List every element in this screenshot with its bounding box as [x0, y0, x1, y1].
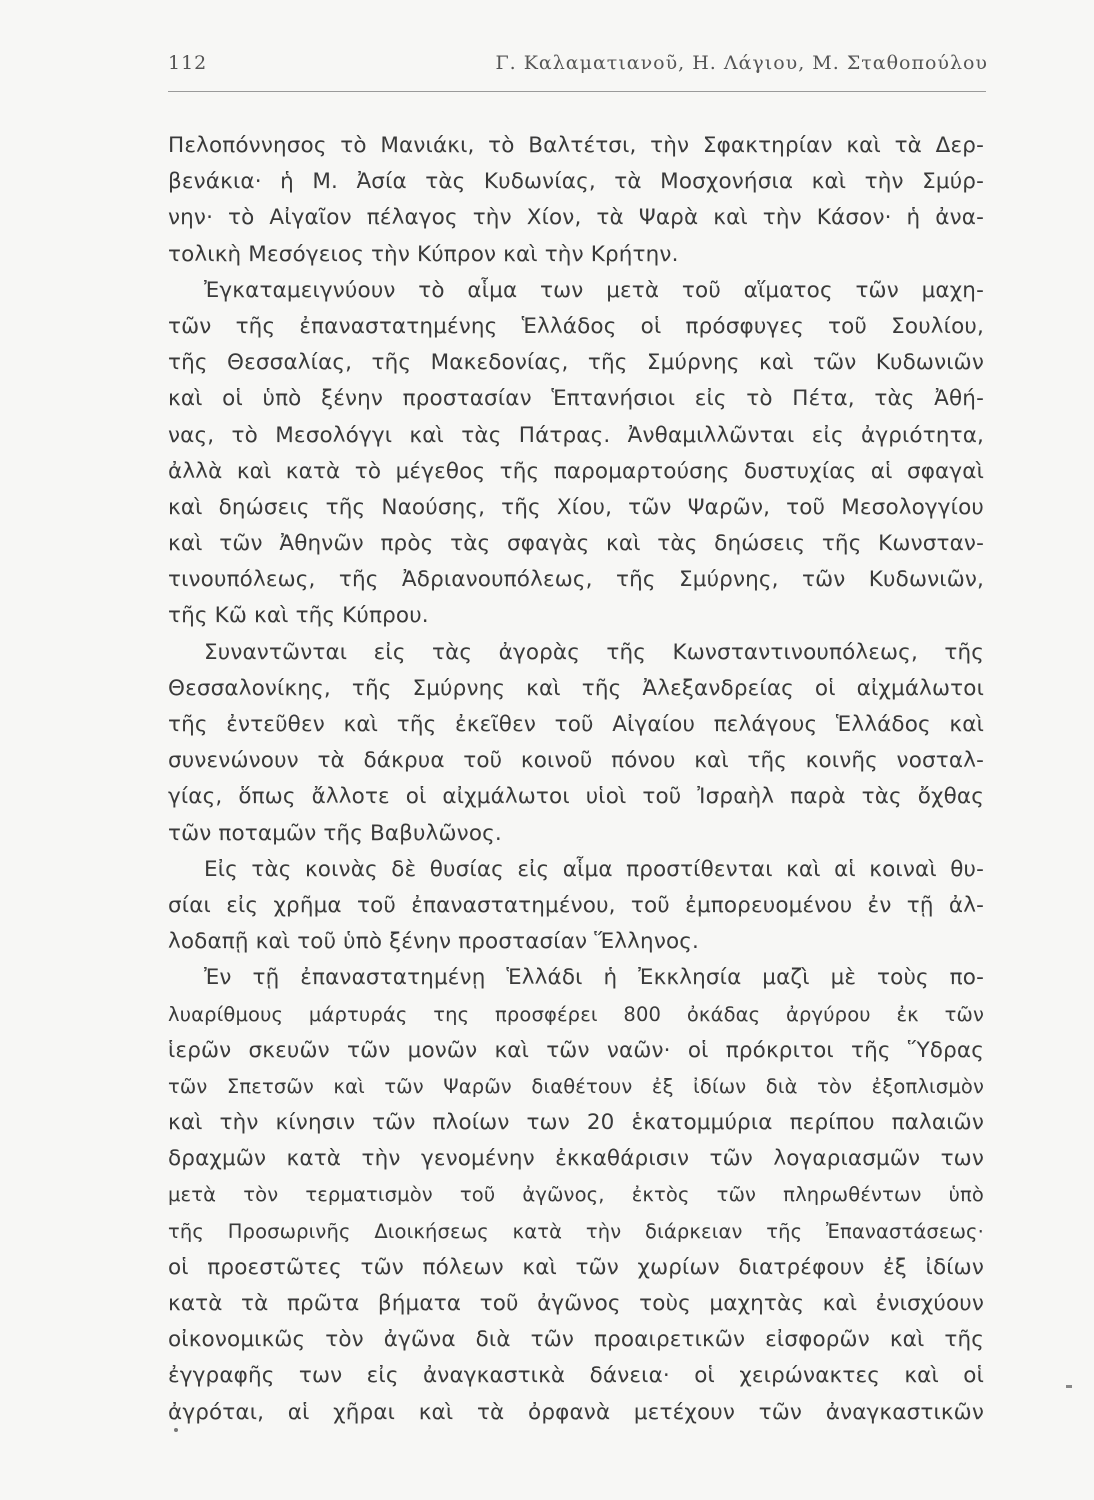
text-line: νας, τὸ Μεσολόγγι καὶ τὰς Πάτρας. Ἀνθαμιλλῶνται εἰς ἀγριότητα,: [168, 422, 984, 448]
text-line: ἀλλὰ καὶ κατὰ τὸ μέγεθος τῆς παρομαρτούσης δυστυχίας αἱ σφαγαὶ: [168, 458, 984, 484]
text-line: Πελοπόννησος τὸ Μανιάκι, τὸ Βαλτέτσι, τὴν Σφακτηρίαν καὶ τὰ Δερ-: [168, 133, 984, 158]
text-line: Συναντῶνται εἰς τὰς ἀγορὰς τῆς Κωνσταντινουπόλεως, τῆς: [204, 639, 984, 665]
page-number: 112: [168, 52, 208, 74]
text-line: τῆς ἐντεῦθεν καὶ τῆς ἐκεῖθεν τοῦ Αἰγαίου πελάγους Ἑλλάδος καὶ: [168, 712, 984, 737]
body-text: [168, 128, 984, 1431]
text-line: ἱερῶν σκευῶν τῶν μονῶν καὶ τῶν ναῶν· οἱ πρόκριτοι τῆς Ὕδρας: [168, 1037, 984, 1063]
text-line: συνενώνουν τὰ δάκρυα τοῦ κοινοῦ πόνου καὶ τῆς κοινῆς νοσταλ-: [168, 748, 984, 774]
text-line: δραχμῶν κατὰ τὴν γενομένην ἐκκαθάρισιν τῶν λογαριασμῶν των: [168, 1146, 984, 1172]
text-line: λυαρίθμους μάρτυράς της προσφέρει 800 ὀκάδας ἀργύρου ἐκ τῶν: [168, 1002, 984, 1026]
text-line: τῆς Κῶ καὶ τῆς Κύπρου.: [168, 603, 429, 629]
page-header: [168, 52, 988, 92]
text-line: μετὰ τὸν τερματισμὸν τοῦ ἀγῶνος, ἐκτὸς τῶν πληρωθέντων ὑπὸ: [168, 1183, 984, 1207]
text-line: βενάκια· ἡ Μ. Ἀσία τὰς Κυδωνίας, τὰ Μοσχονήσια καὶ τὴν Σμύρ-: [168, 169, 984, 195]
text-line: καὶ δηώσεις τῆς Ναούσης, τῆς Χίου, τῶν Ψαρῶν, τοῦ Μεσολογγίου: [168, 494, 984, 520]
text-line: τῆς Προσωρινῆς Διοικήσεως κατὰ τὴν διάρκειαν τῆς Ἐπαναστάσεως·: [168, 1219, 984, 1243]
text-line: κατὰ τὰ πρῶτα βήματα τοῦ ἀγῶνος τοὺς μαχητὰς καὶ ἐνισχύουν: [168, 1291, 984, 1316]
text-line: τῶν τῆς ἐπαναστατημένης Ἑλλάδος οἱ πρόσφυγες τοῦ Σουλίου,: [168, 313, 984, 339]
text-line: τινουπόλεως, τῆς Ἀδριανουπόλεως, τῆς Σμύρνης, τῶν Κυδωνιῶν,: [168, 567, 984, 593]
running-head: Γ. Καλαματιανοῦ, Η. Λάγιου, Μ. Σταθοπούλου: [495, 52, 988, 74]
text-line: καὶ τὴν κίνησιν τῶν πλοίων των 20 ἑκατομμύρια περίπου παλαιῶν: [168, 1110, 984, 1136]
text-line: νην· τὸ Αἰγαῖον πέλαγος τὴν Χίον, τὰ Ψαρὰ καὶ τὴν Κάσον· ἡ ἀνα-: [168, 205, 984, 231]
text-line: οἰκονομικῶς τὸν ἀγῶνα διὰ τῶν προαιρετικῶν εἰσφορῶν καὶ τῆς: [168, 1327, 984, 1353]
text-line: γίας, ὅπως ἄλλοτε οἱ αἰχμάλωτοι υἱοὶ τοῦ Ἰσραὴλ παρὰ τὰς ὄχθας: [168, 784, 984, 810]
text-line: τολικὴ Μεσόγειος τὴν Κύπρον καὶ τὴν Κρήτην.: [168, 241, 679, 267]
text-line: τῆς Θεσσαλίας, τῆς Μακεδονίας, τῆς Σμύρνης καὶ τῶν Κυδωνιῶν: [168, 350, 984, 376]
text-line: Θεσσαλονίκης, τῆς Σμύρνης καὶ τῆς Ἀλεξανδρείας οἱ αἰχμάλωτοι: [168, 675, 984, 701]
text-line: σίαι εἰς χρῆμα τοῦ ἐπαναστατημένου, τοῦ ἐμπορευομένου ἐν τῇ ἀλ-: [168, 892, 984, 918]
text-line: λοδαπῇ καὶ τοῦ ὑπὸ ξένην προστασίαν Ἕλληνος.: [168, 929, 700, 955]
text-line: Εἰς τὰς κοινὰς δὲ θυσίας εἰς αἷμα προστίθενται καὶ αἱ κοιναὶ θυ-: [204, 856, 984, 882]
text-line: καὶ οἱ ὑπὸ ξένην προστασίαν Ἑπτανήσιοι εἰς τὸ Πέτα, τὰς Ἀθή-: [168, 386, 984, 412]
text-line: τῶν Σπετσῶν καὶ τῶν Ψαρῶν διαθέτουν ἐξ ἰδίων διὰ τὸν ἐξοπλισμὸν: [168, 1074, 984, 1098]
text-line: Ἐγκαταμειγνύουν τὸ αἷμα των μετὰ τοῦ αἵματος τῶν μαχη-: [204, 277, 984, 303]
text-line: καὶ τῶν Ἀθηνῶν πρὸς τὰς σφαγὰς καὶ τὰς δηώσεις τῆς Κωνσταν-: [168, 531, 984, 557]
text-line: ἀγρόται, αἱ χῆραι καὶ τὰ ὀρφανὰ μετέχουν τῶν ἀναγκαστικῶν: [168, 1399, 984, 1425]
text-line: Ἐν τῇ ἐπαναστατημένῃ Ἑλλάδι ἡ Ἐκκλησία μαζὶ μὲ τοὺς πο-: [204, 965, 984, 991]
text-line: ἐγγραφῆς των εἰς ἀναγκαστικὰ δάνεια· οἱ χειρώνακτες καὶ οἱ: [168, 1363, 984, 1389]
scan-speck: [174, 1428, 178, 1432]
text-line: τῶν ποταμῶν τῆς Βαβυλῶνος.: [168, 820, 502, 846]
text-line: οἱ προεστῶτες τῶν πόλεων καὶ τῶν χωρίων διατρέφουν ἐξ ἰδίων: [168, 1254, 984, 1280]
header-rule: [168, 91, 986, 92]
scan-speck: [1066, 1385, 1072, 1388]
